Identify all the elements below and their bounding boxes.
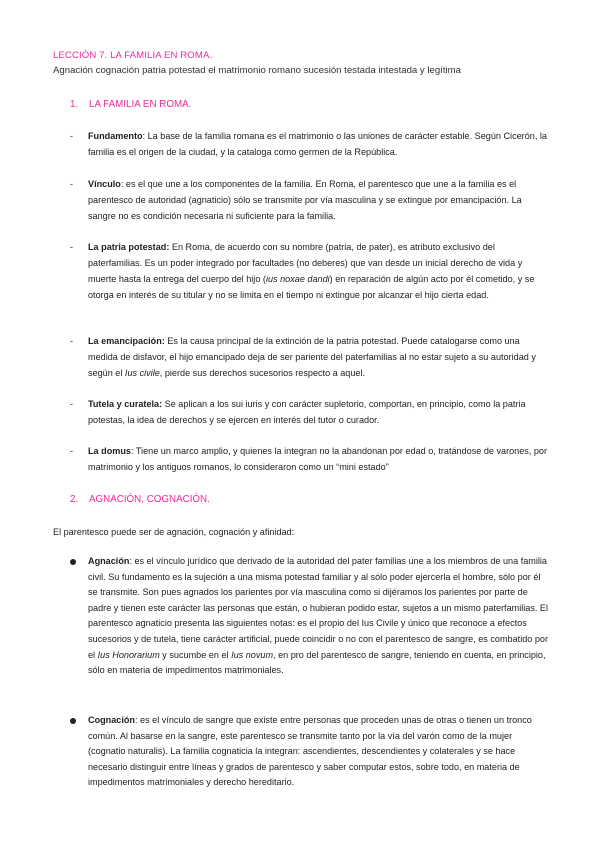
list-item-domus (70, 443, 548, 475)
desc-fundamento: : La base de la familia romana es el matrimonio o las uniones de carácter estable. Según Cicerón, la familia es el origen de la ciudad, y la cataloga como germen de la República. (88, 131, 547, 157)
desc-vinculo: : es el que une a los componentes de la familia. En Roma, el parentesco que une a la familia es el parentesco de autoridad (agnaticio) sólo se transmite por vía masculina y se extingue por emancipación. La sangre no es condición necesaria ni suficiente para la familia. (88, 179, 522, 221)
italic-ius-civile: Ius civile (124, 368, 160, 378)
intro-paragraph: El parentesco puede ser de agnación, cognación y afinidad: (53, 527, 295, 537)
dash-bullet: - (70, 242, 74, 252)
list-item-cognacion (70, 713, 550, 791)
desc-agnacion-1: : es el vínculo jurídico que derivado de la autoridad del pater familias une a los miembros de una familia civil. Su fundamento es la sujeción a una misma potestad familiar y al sólo poder ejercerla el hombre, sólo por él se transmite. Son pues agnados los parientes por vía masculina como si dijéramos los parientes por parte de padre y tienen este carácter las personas que están, o hubieran podido estar, sujetos a un mismo paterfamilias. El parentesco agnaticio presenta las siguientes notas: es el propio del Ius Civile y único que reconoce a efectos sucesorios y de tutela, tiene carácter artificial, puede coincidir o no con el parentesco de sangre, es combatido por el (88, 556, 549, 660)
desc-domus: : Tiene un marco amplio, y quienes la integran no la abandonan por edad o, tratándose de varones, por matrimonio y los antiguos romanos, lo consideraron como un “mini estado” (88, 446, 548, 472)
italic-ius-novum: Ius novum (231, 649, 274, 660)
italic-ius-honorarium: Ius Honorarium (97, 649, 160, 660)
term-cognacion: Cognación (88, 715, 135, 725)
section-1-number: 1. (70, 99, 79, 110)
dash-bullet: - (70, 336, 74, 346)
bullet-dot (70, 718, 76, 724)
list-item-fundamento (70, 128, 548, 160)
list-item-emancipacion (70, 333, 548, 381)
dash-bullet: - (70, 179, 74, 189)
dash-bullet: - (70, 131, 74, 141)
desc-tutela: Se aplican a los sui iuris y con carácter supletorio, comportan, en principio, como la patria potestas, la idea de derechos y se ejercen en interés del tutor o curador. (88, 399, 526, 425)
list-item-agnacion (70, 554, 550, 679)
desc-cognacion: : es el vínculo de sangre que existe entre personas que proceden unas de otras o tienen un tronco común. Al basarse en la sangre, este parentesco se transmite tanto por la vía del varón como de la mujer (cognatio naturalis). La familia cognaticia la integran: ascendientes, descendientes y colaterales y se hace necesario distinguir entre líneas y grados de parentesco y saber computar estos, sobre todo, en materia de impedimentos matrimoniales y derecho hereditario. (88, 715, 532, 788)
term-agnacion: Agnación (88, 556, 130, 566)
lesson-title: LECCIÓN 7. LA FAMILIA EN ROMA. (53, 50, 213, 61)
section-1-heading (70, 99, 191, 110)
term-domus: La domus (88, 446, 131, 456)
dash-bullet: - (70, 446, 74, 456)
desc-emancipacion-b: , pierde sus derechos sucesorios respecto a aquel. (159, 368, 366, 378)
italic-ius-noxae-dandi: ius noxae dandi (265, 274, 330, 284)
desc-emancipacion-a: Es la causa principal de la extinción de la patria potestad. Puede catalogarse como una medida de disfavor, el hijo emancipado deja de ser pariente del paterfamilias al no estar sujeto a su autoridad y según el (88, 336, 536, 378)
term-vinculo: Vínculo (88, 179, 121, 189)
lesson-subtitle: Agnación cognación patria potestad el matrimonio romano sucesión testada intestada y legítima (53, 65, 461, 76)
list-item-patria-potestad (70, 239, 548, 303)
desc-agnacion-3: , en pro del parentesco de sangre, teniendo en cuenta, en principio, sólo en materia de impedimentos matrimoniales. (88, 649, 546, 676)
term-fundamento: Fundamento (88, 131, 143, 141)
section-1-title: LA FAMILIA EN ROMA. (89, 99, 192, 110)
section-2-number: 2. (70, 494, 79, 505)
dash-bullet: - (70, 399, 74, 409)
desc-patria-potestad-a: En Roma, de acuerdo con su nombre (patria, de pater), es atributo exclusivo del paterfamilias. Es un poder integrado por facultades (no deberes) que van desde un inicial derecho de vida y muerte hasta la entrega del cuerpo del hijo ( (88, 242, 523, 284)
section-2-heading (70, 494, 210, 505)
term-emancipacion: La emancipación: (88, 336, 165, 346)
list-item-tutela (70, 396, 548, 428)
desc-patria-potestad-b: ) en reparación de algún acto por él cometido, y se otorga en interés de su titular y no se limita en el tiempo ni extingue por alcanzar el hijo cierta edad. (88, 274, 535, 300)
term-patria-potestad: La patria potestad: (88, 242, 170, 252)
section-2-title: AGNACIÓN, COGNACIÓN. (89, 494, 210, 505)
bullet-dot (70, 559, 76, 565)
term-tutela: Tutela y curatela: (88, 399, 163, 409)
desc-agnacion-2: y sucumbe en el (159, 649, 232, 660)
list-item-vinculo (70, 176, 548, 224)
